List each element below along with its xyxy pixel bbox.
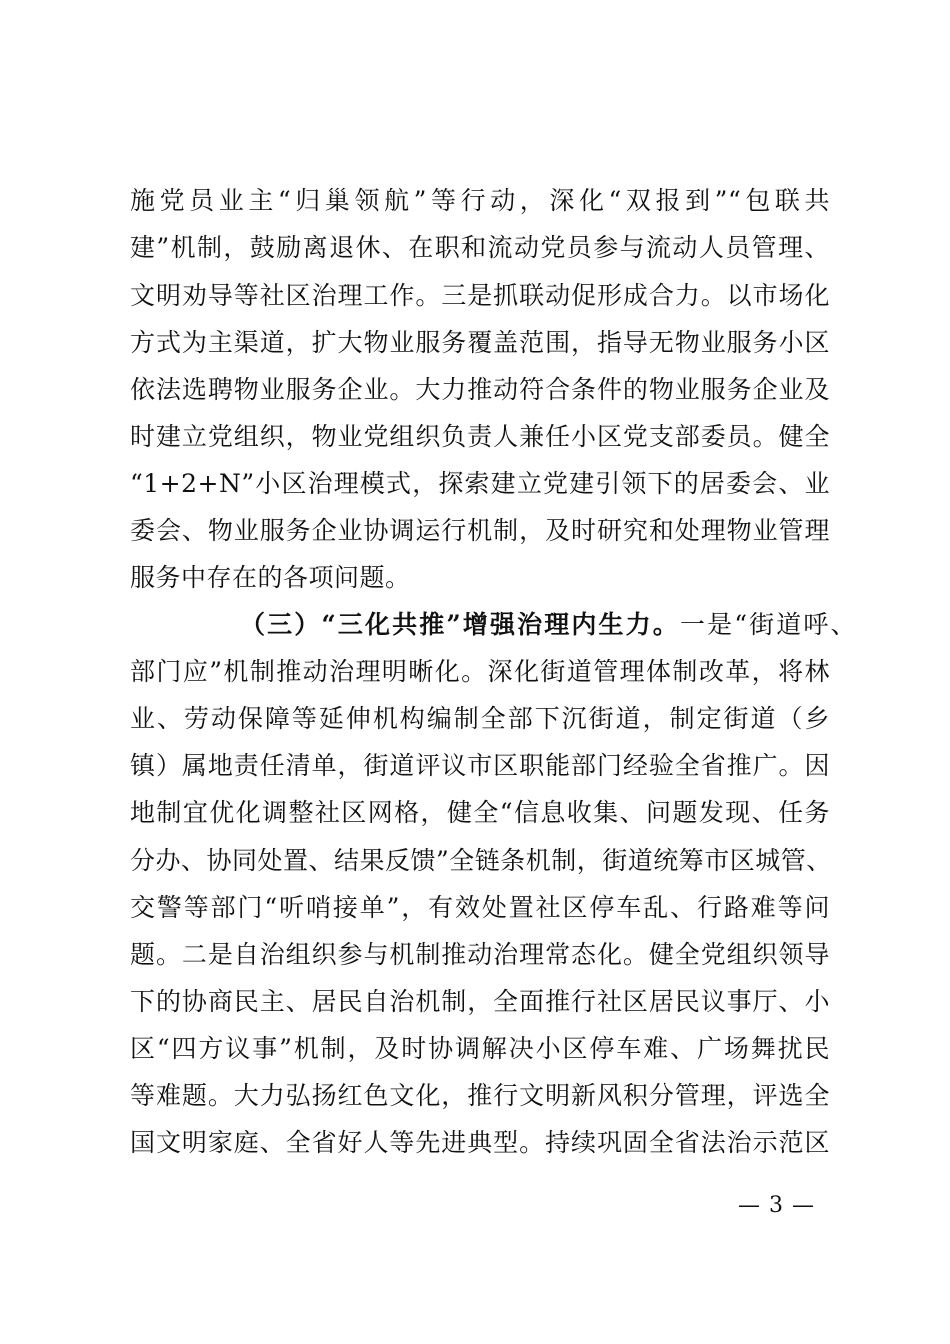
section-heading-line [240,610,856,640]
section-line-10: 等难题。大力弘扬红色文化，推行文明新风积分管理，评选全 [130,1081,830,1110]
section-line-7: 题。二是自治组织参与机制推动治理常态化。健全党组织领导 [130,940,830,969]
body-line-6: 时建立党组织，物业党组织负责人兼任小区党支部委员。健全 [130,422,830,451]
section-line-6: 交警等部门“听哨接单”，有效处置社区停车乱、行路难等问 [130,893,830,922]
body-line-8: 委会、物业服务企业协调运行机制，及时研究和处理物业管理 [130,516,830,545]
section-heading: （三）“三化共推”增强治理内生力。 [240,610,680,639]
section-line-4: 地制宜优化调整社区网格，健全“信息收集、问题发现、任务 [130,798,830,827]
section-line-2: 业、劳动保障等延伸机构编制全部下沉街道，制定街道（乡 [130,704,830,733]
section-line-8: 下的协商民主、居民自治机制，全面推行社区居民议事厅、小 [130,987,830,1016]
section-line-5: 分办、协同处置、结果反馈”全链条机制，街道统筹市区城管、 [130,846,832,875]
body-line-5: 依法选聘物业服务企业。大力推动符合条件的物业服务企业及 [130,375,830,404]
body-line-9: 服务中存在的各项问题。 [130,563,411,592]
section-line-3: 镇）属地责任清单，街道评议市区职能部门经验全省推广。因 [130,751,830,780]
body-line-4: 方式为主渠道，扩大物业服务覆盖范围，指导无物业服务小区 [130,328,830,357]
page-number: — 3 — [738,1193,815,1218]
section-line-1: 部门应”机制推动治理明晰化。深化街道管理体制改革，将林 [130,657,830,686]
body-line-3: 文明劝导等社区治理工作。三是抓联动促形成合力。以市场化 [130,281,830,310]
section-line-9: 区“四方议事”机制，及时协调解决小区停车难、广场舞扰民 [130,1034,830,1063]
body-line-1: 施党员业主“归巢领航”等行动，深化“双报到”“包联共 [130,186,830,215]
body-line-7: “1+2+N”小区治理模式，探索建立党建引领下的居委会、业 [130,469,830,498]
section-line-11: 国文明家庭、全省好人等先进典型。持续巩固全省法治示范区 [130,1128,830,1157]
section-first-line-rest: 一是“街道呼、 [679,610,856,639]
body-line-2: 建”机制，鼓励离退休、在职和流动党员参与流动人员管理、 [130,233,830,262]
